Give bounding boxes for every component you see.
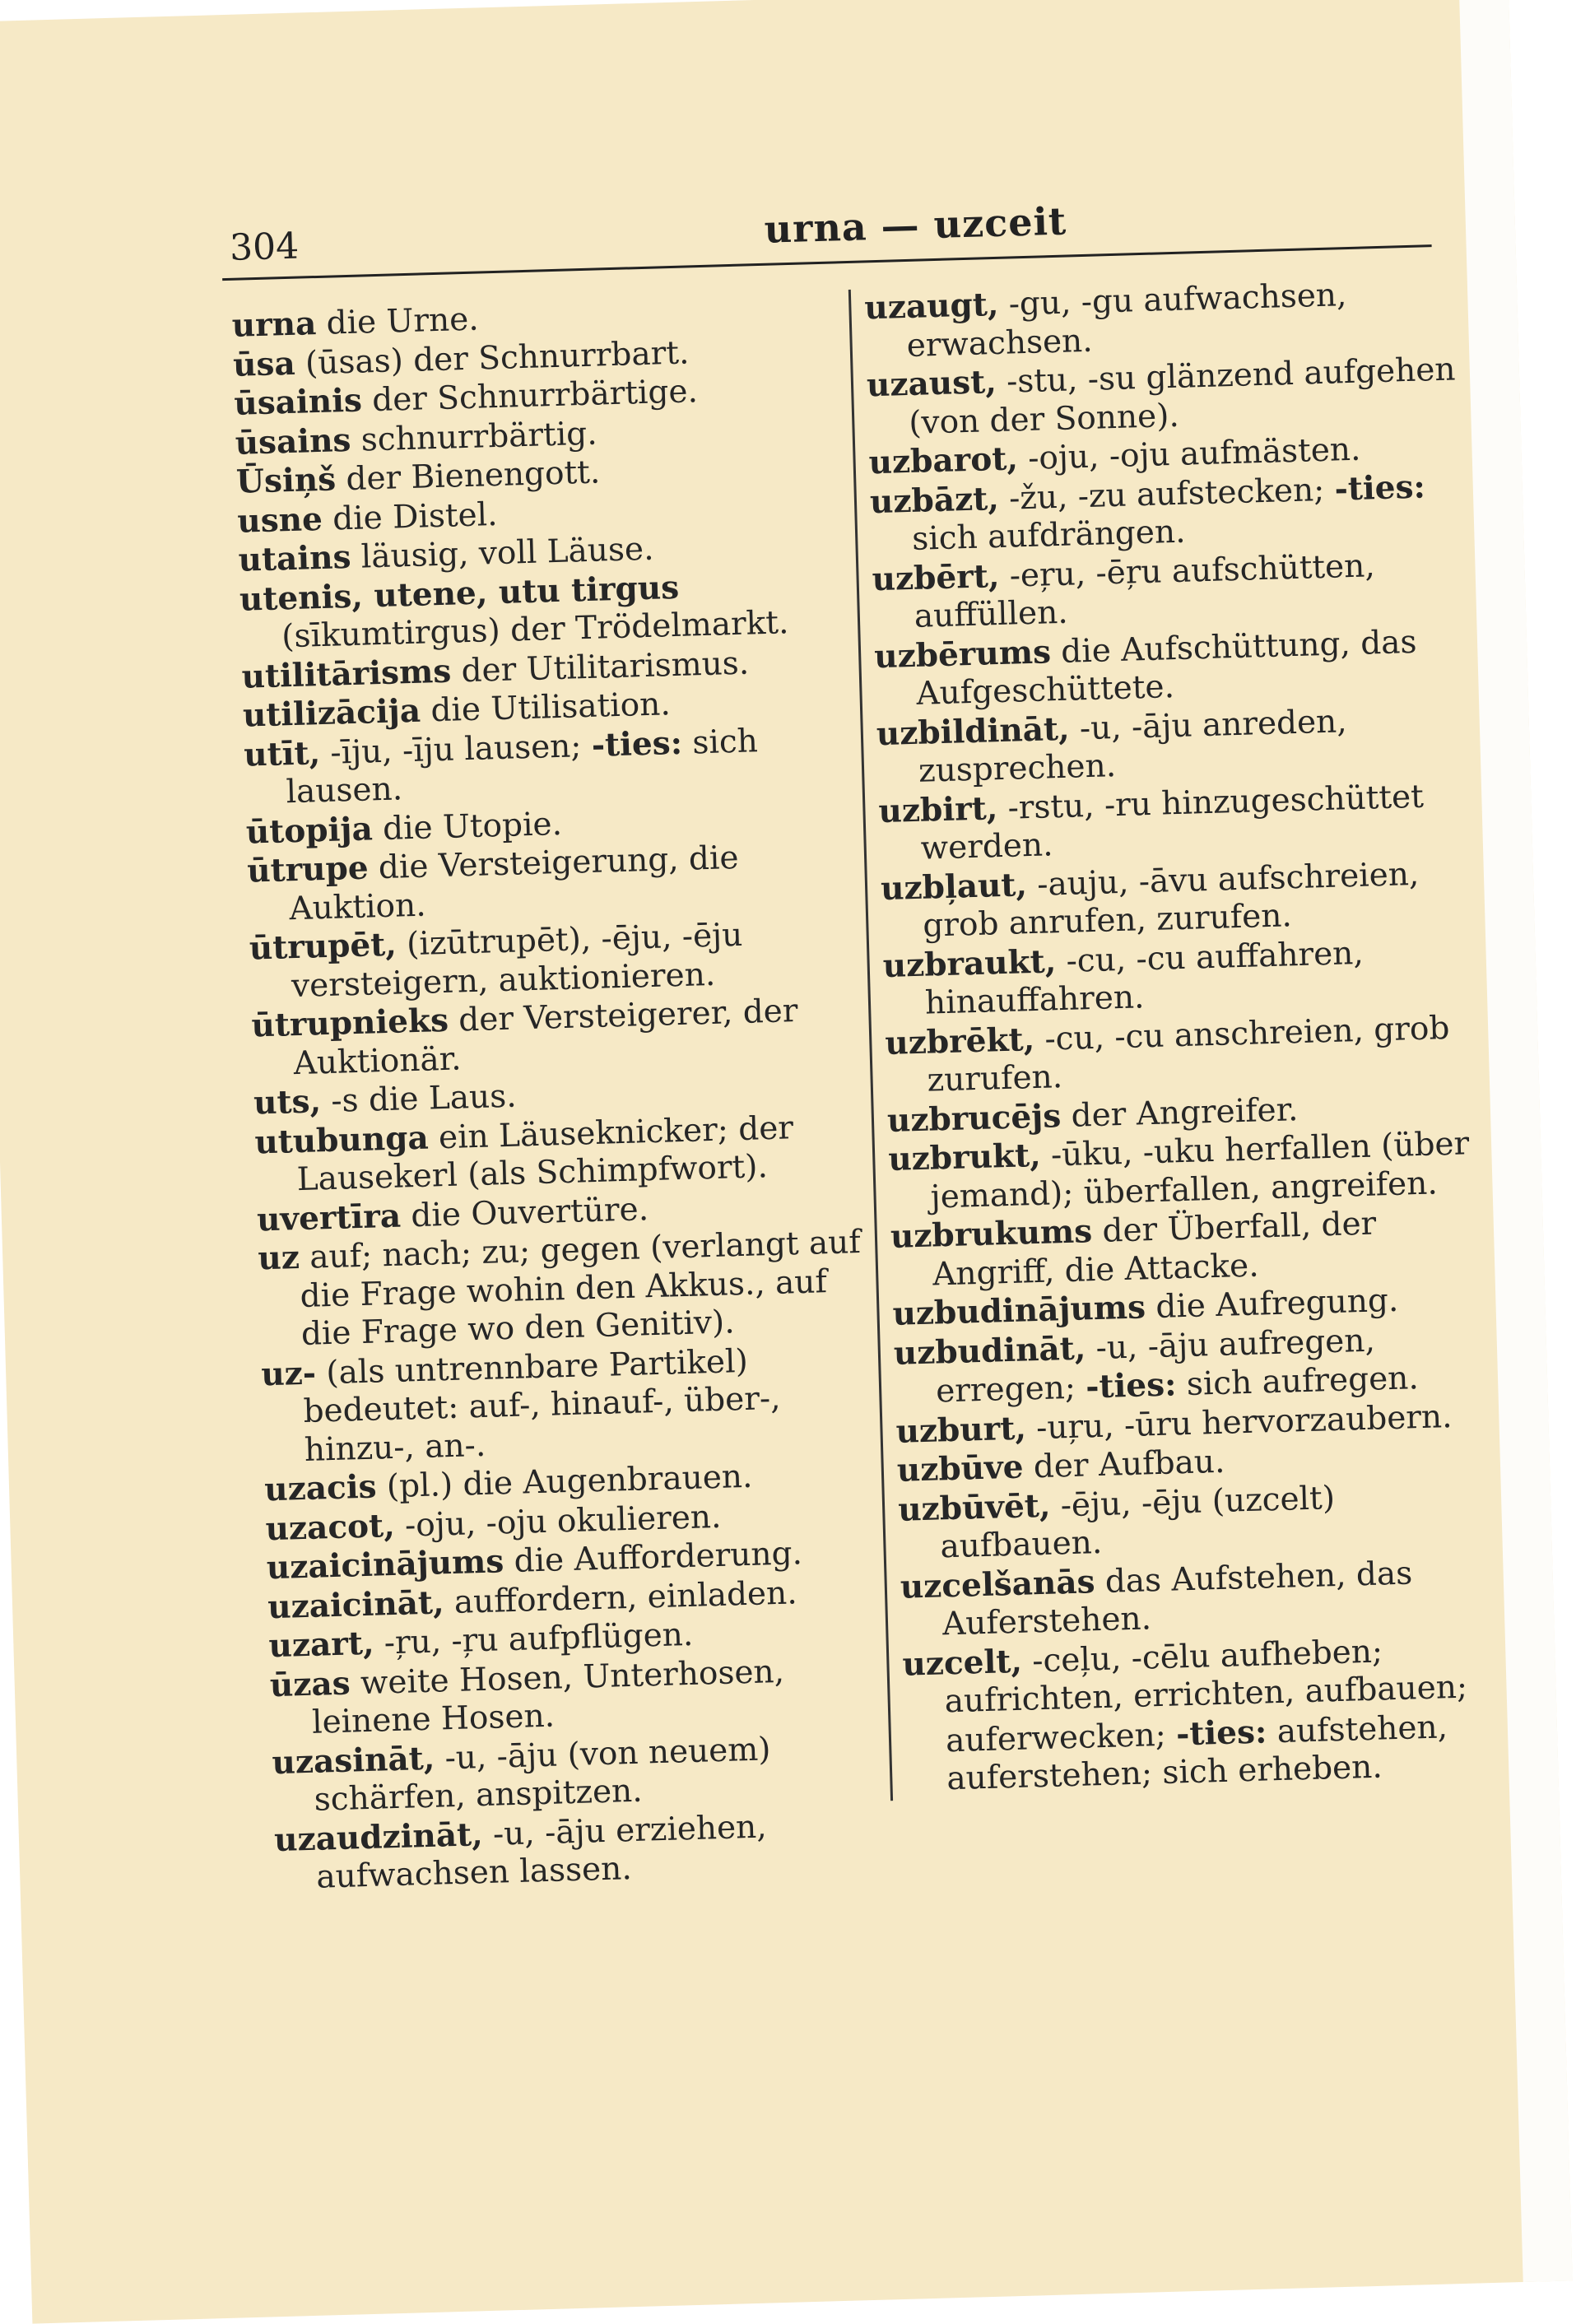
dictionary-entry	[258, 1223, 874, 1355]
entry-definition-reflexive: aufstehen, auferstehen; sich erheben.	[946, 1708, 1448, 1798]
entry-definition: -auju, -āvu aufschreien, grob anrufen, zurufen.	[922, 855, 1420, 945]
entry-definition: -uŗu, -ūru hervorzaubern.	[1025, 1397, 1453, 1447]
entry-headword: uzacis	[263, 1467, 378, 1509]
entry-definition: der Aufbau.	[1022, 1443, 1225, 1486]
entry-headword: ūsainis	[233, 381, 363, 423]
entry-headword: utīt,	[243, 733, 321, 774]
entry-definition: der Versteigerer, der Auktionär.	[293, 992, 799, 1082]
entry-definition: ein Läuseknicker; der Lausekerl (als Schimpfwort).	[296, 1109, 794, 1199]
entry-definition: der Utilitarismus.	[450, 644, 750, 690]
entry-definition: -īju, -īju lausen;	[319, 727, 593, 772]
entry-headword: uzaust,	[866, 362, 997, 405]
entry-definition: die Versteigerung, die Auktion.	[288, 839, 740, 927]
entry-definition: schnurrbärtig.	[350, 415, 598, 459]
entry-headword: uzbrēkt,	[884, 1020, 1035, 1062]
reflexive-marker: -ties:	[1085, 1365, 1178, 1406]
entry-definition-reflexive: sich aufdrängen.	[911, 513, 1186, 558]
entry-definition: -u, -āju erziehen, aufwachsen lassen.	[315, 1807, 768, 1896]
entry-headword: uzbērums	[873, 632, 1052, 676]
entry-headword: utubunga	[253, 1118, 430, 1161]
entry-definition-reflexive: sich lausen.	[285, 722, 759, 811]
entry-definition: weite Hosen, Unterhosen, leinene Hosen.	[311, 1652, 785, 1741]
entry-headword: uzcelt,	[901, 1642, 1023, 1684]
entry-headword: ūzas	[269, 1664, 351, 1704]
entry-definition: der Schnurrbärtige.	[361, 373, 699, 420]
entry-headword: uzbrukums	[890, 1212, 1093, 1256]
entry-headword: uzaugt,	[863, 285, 1000, 328]
dictionary-entry	[273, 1804, 888, 1899]
entry-definition: die Aufregung.	[1145, 1281, 1399, 1327]
entry-headword: uzacot,	[264, 1506, 396, 1548]
entry-headword: uzburt,	[895, 1408, 1027, 1451]
entry-definition: das Aufstehen, das Auferstehen.	[941, 1554, 1413, 1643]
entry-headword: uzbirt,	[877, 788, 998, 830]
entry-definition: der Überfall, der Angriff, die Attacke.	[932, 1205, 1377, 1294]
entry-headword: uzbērt,	[871, 556, 1000, 598]
entry-definition: auffordern, einladen.	[443, 1573, 798, 1621]
reflexive-marker: -ties:	[591, 723, 683, 765]
entry-headword: ūsains	[235, 421, 352, 462]
entry-headword: uzbļaut,	[880, 865, 1028, 908]
entry-headword: uzbraukt,	[882, 941, 1057, 985]
entry-headword: uzbildināt,	[876, 709, 1071, 753]
entry-definition: -žu, -zu aufstecken;	[998, 471, 1336, 518]
entry-headword: uzaicinājums	[266, 1542, 504, 1587]
entry-headword: uzbāzt,	[869, 479, 1000, 521]
entry-definition: die Utopie.	[372, 805, 563, 848]
entry-definition: -ēju, -ēju (uzcelt) aufbauen.	[939, 1479, 1336, 1566]
dictionary-entry	[902, 1629, 1511, 1800]
entry-definition: -ūku, -uku herfallen (über jemand); überfallen, angreifen.	[929, 1125, 1470, 1216]
dictionary-entry	[261, 1338, 877, 1471]
running-head: urna — uzceit	[763, 198, 1067, 252]
entry-headword: ūtrupnieks	[250, 1001, 449, 1045]
entry-headword: uzbrukt,	[887, 1136, 1042, 1178]
entry-headword: uzbudināt,	[893, 1328, 1086, 1373]
entry-headword: utilizācija	[242, 691, 421, 735]
entry-headword: utains	[238, 537, 352, 579]
entry-headword: ūtopija	[245, 809, 374, 852]
entry-headword: uz-	[260, 1354, 317, 1393]
entry-headword: uzbrucējs	[886, 1096, 1062, 1140]
page-number: 304	[229, 225, 300, 269]
entry-definition: (sīkumtirgus) der Trödelmarkt.	[281, 604, 789, 656]
reflexive-marker: -ties:	[1333, 467, 1426, 509]
entry-headword: ūtrupēt,	[249, 925, 398, 968]
entry-definition: (pl.) die Augenbrauen.	[375, 1457, 753, 1506]
entry-definition: -s die Laus.	[320, 1077, 518, 1121]
entry-headword: uzbarot,	[868, 439, 1019, 482]
entry-headword: uzbūvēt,	[897, 1486, 1051, 1529]
entry-headword: uzbūve	[896, 1448, 1025, 1490]
entry-definition: auf; nach; zu; gegen (verlangt auf die Frage wohin den Akkus., auf die Frage wo den Genitiv).	[299, 1223, 862, 1353]
entry-headword: ūtrupe	[246, 848, 370, 890]
entry-headword: uts,	[253, 1082, 322, 1122]
entry-headword: uvertīra	[256, 1197, 402, 1239]
entry-definition: die Urne.	[315, 300, 480, 343]
entry-definition: -u, -āju aufregen, erregen;	[935, 1322, 1376, 1411]
reflexive-marker: -ties:	[1175, 1712, 1267, 1753]
entry-definition: -ŗu, -ŗu aufpflügen.	[373, 1615, 694, 1662]
entry-definition: (ūsas) der Schnurrbart.	[295, 333, 690, 383]
entry-definition: die Aufschüttung, das Aufgeschüttete.	[915, 623, 1418, 713]
entry-definition: -cu, -cu anschreien, grob zurufen.	[927, 1009, 1450, 1099]
entry-headword: uzcelšanās	[900, 1562, 1096, 1606]
entry-headword: uzaudzināt,	[273, 1815, 484, 1859]
entry-definition: -gu, -gu aufwachsen, erwachsen.	[906, 277, 1347, 365]
entry-definition-reflexive: sich aufregen.	[1175, 1360, 1420, 1404]
entry-definition: -oju, -oju okulieren.	[394, 1498, 722, 1545]
entry-definition: -oju, -oju aufmästen.	[1017, 430, 1361, 478]
entry-definition: (als untrennbare Partikel) bedeutet: auf-, hinauf-, über-, hinzu-, an-.	[302, 1342, 782, 1469]
entry-headword: urna	[231, 304, 317, 345]
entry-definition: die Ouvertüre.	[400, 1190, 649, 1235]
entry-headword: utilitārisms	[241, 652, 452, 696]
entry-definition: die Distel.	[322, 495, 499, 538]
entry-definition: -u, -āju anreden, zusprechen.	[918, 702, 1348, 790]
left-column	[231, 290, 889, 1899]
entry-headword: Ūsiņš	[235, 460, 337, 501]
entry-definition: -u, -āju (von neuem) schärfen, anspitzen.	[314, 1730, 772, 1819]
page-header	[221, 179, 1432, 281]
entry-definition: -cu, -cu auffahren, hinauffahren.	[924, 934, 1365, 1022]
entry-headword: uzbudinājums	[891, 1288, 1146, 1333]
entry-definition: -stu, -su glänzend aufgehen (von der Sonne).	[908, 351, 1457, 442]
entry-headword: uzart,	[267, 1624, 375, 1666]
entry-headword: uzasināt,	[271, 1739, 435, 1782]
entry-headword: uz	[257, 1239, 300, 1278]
entry-definition: die Utilisation.	[420, 686, 672, 730]
entry-definition: -ceļu, -cēlu aufheben; aufrichten, errichten, aufbauen; auferwecken;	[944, 1632, 1468, 1759]
entry-headword: utenis, utene, utu tirgus	[239, 568, 680, 619]
right-column	[848, 272, 1511, 1801]
entry-definition: -rstu, -ru hinzugeschüttet werden.	[920, 778, 1425, 867]
entry-definition: der Bienengott.	[335, 453, 601, 499]
entry-definition: läusig, voll Läuse.	[350, 530, 655, 576]
entry-headword: ūsa	[232, 344, 296, 384]
entry-definition: (izūtrupēt), -ēju, -ēju versteigern, auktionieren.	[291, 916, 743, 1005]
entry-headword: usne	[236, 500, 323, 541]
entry-headword: uzaicināt,	[267, 1583, 445, 1626]
entry-definition: die Aufforderung.	[503, 1535, 803, 1581]
entry-definition: der Angreifer.	[1060, 1090, 1299, 1135]
entry-definition: -eŗu, -ēŗu aufschütten, auffüllen.	[914, 546, 1376, 635]
